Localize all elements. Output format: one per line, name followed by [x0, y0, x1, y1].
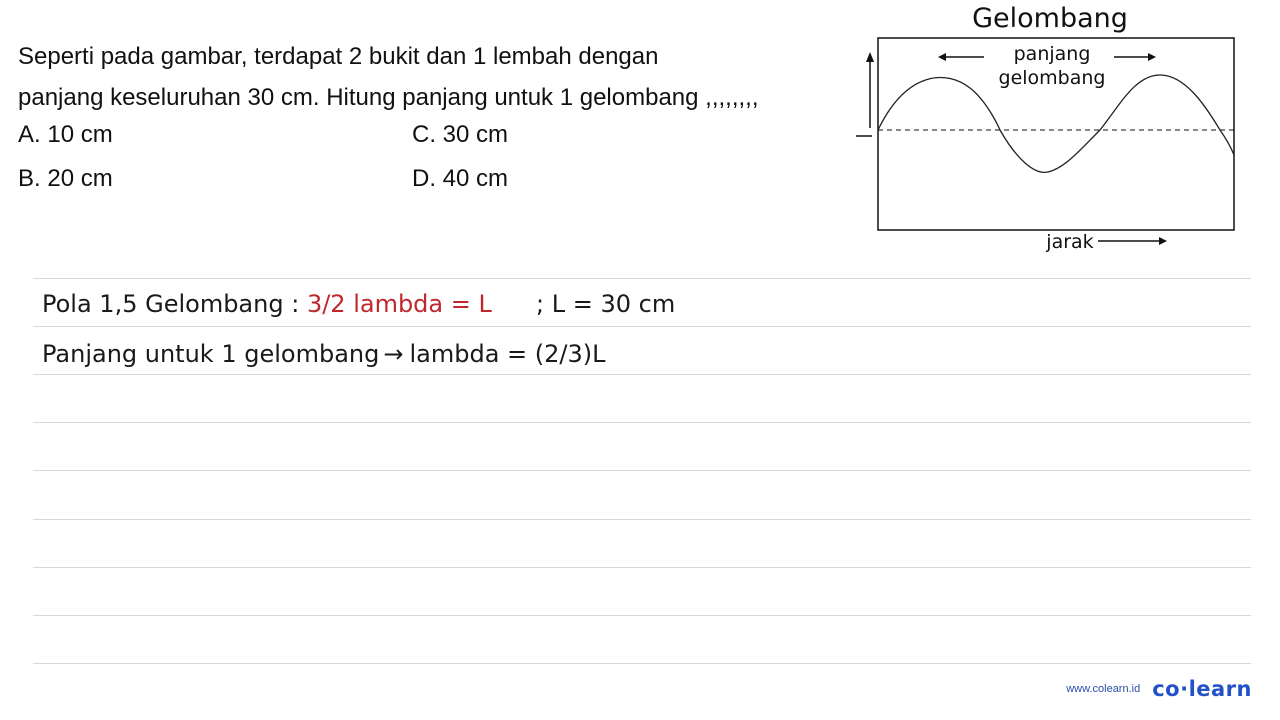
question-text — [18, 36, 858, 118]
notebook-rule — [33, 374, 1251, 375]
label-gelombang: gelombang — [998, 67, 1106, 89]
solution-line-1-prefix: Pola 1,5 Gelombang : — [42, 290, 307, 318]
label-panjang: panjang — [1013, 43, 1091, 65]
notebook-rule — [33, 278, 1251, 279]
question-line-2: panjang keseluruhan 30 cm. Hitung panjang untuk 1 gelombang ,,,,,,,, — [18, 84, 759, 111]
solution-line-2 — [42, 340, 606, 368]
distance-arrow-icon — [1159, 237, 1167, 245]
solution-line-1 — [42, 290, 676, 318]
solution-line-2-text: Panjang untuk 1 gelombang — [42, 340, 380, 368]
colearn-logo: co·learn — [1152, 677, 1252, 701]
label-jarak: jarak — [1046, 231, 1094, 253]
diagram-title: Gelombang — [972, 3, 1128, 34]
notebook-rule — [33, 470, 1251, 471]
right-arrow-icon — [1148, 53, 1156, 61]
notebook-rule — [33, 567, 1251, 568]
notebook-rule — [33, 422, 1251, 423]
footer-url: www.colearn.id — [1066, 683, 1141, 695]
notebook-rule — [33, 663, 1251, 664]
up-arrow-icon — [866, 52, 874, 62]
question-line-1: Seperti pada gambar, terdapat 2 bukit dan 1 lembah dengan — [18, 43, 659, 70]
solution-line-2-formula: lambda = (2/3)L — [409, 340, 606, 368]
wave-curve — [878, 75, 1234, 172]
wave-diagram — [850, 0, 1250, 262]
option-c: C. 30 cm — [412, 121, 509, 148]
arrow-right-icon: → — [383, 340, 404, 368]
option-d: D. 40 cm — [412, 165, 509, 192]
solution-line-1-given: ; L = 30 cm — [536, 290, 676, 318]
option-b: B. 20 cm — [18, 165, 113, 192]
left-arrow-icon — [938, 53, 946, 61]
notebook-rule — [33, 519, 1251, 520]
footer-branding — [1066, 676, 1252, 702]
solution-line-1-formula: 3/2 lambda = L — [306, 290, 492, 318]
notebook-rule — [33, 326, 1251, 327]
notebook-rule — [33, 615, 1251, 616]
option-a: A. 10 cm — [18, 121, 113, 148]
